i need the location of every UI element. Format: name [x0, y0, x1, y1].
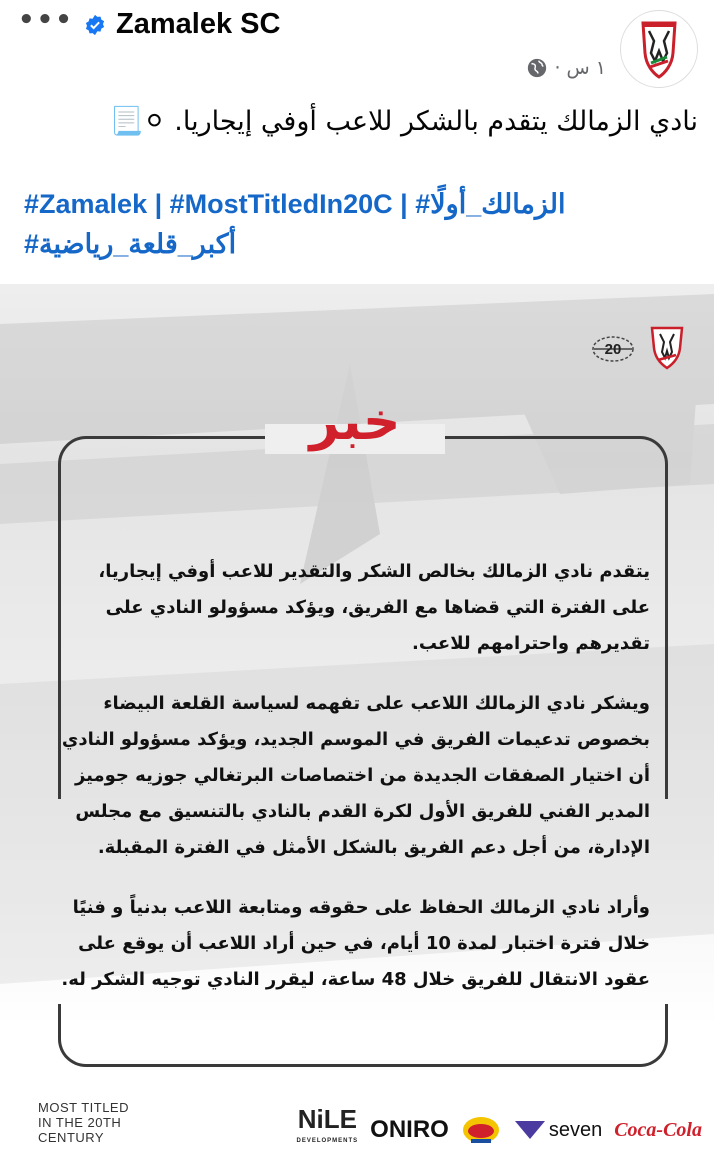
verified-badge-icon [84, 14, 106, 36]
news-paragraph: وأراد نادي الزمالك الحفاظ على حقوقه ومتابعة اللاعب بدنياً و فنيًا خلال فترة اختبار لمدة 10 أيام، في حين أراد اللاعب أن يوقع على عقود الانتقال للفريق خلال 48 ساعة، ليقرر النادي توجيه الشكر له. [61, 897, 650, 990]
page-name-link[interactable]: Zamalek SC [116, 8, 281, 40]
post-hashtags[interactable] [24, 184, 684, 264]
20th-century-badge-icon [590, 334, 636, 364]
zamalek-logo-avatar[interactable] [620, 10, 698, 88]
post-header [0, 0, 714, 90]
nile-developments-logo: NiLE DEVELOPMENTS [296, 1104, 359, 1144]
post-image[interactable] [0, 284, 714, 1157]
svg-text:20: 20 [604, 341, 622, 358]
most-titled-label: MOST TITLED IN THE 20TH CENTURY [38, 1100, 129, 1145]
news-frame-bottom [58, 1004, 668, 1067]
globe-icon [526, 57, 548, 79]
post-meta [526, 57, 606, 79]
hashtags-line-2[interactable]: #أكبر_قلعة_رياضية [24, 229, 237, 259]
news-paragraph: ويشكر نادي الزمالك اللاعب على تفهمه لسياسة القلعة البيضاء بخصوص تدعيمات الفريق في الموسم الجديد، ويؤكد مسؤولو النادي أن اختيار الصفقات الجديدة من اختصاصات البرتغالي جوزيه جوميز المدير الفني للفريق الأول لكرة القدم بالنادي بالتنسيق مع مجلس الإدارة، من أجل دعم الفريق بالشكل الأمثل في الفترة المقبلة. [61, 693, 650, 858]
more-options-icon[interactable]: ••• [18, 5, 74, 35]
zamalek-crest-icon [642, 324, 692, 374]
hashtags-line-1[interactable]: #Zamalek | #MostTitledIn20C | #الزمالك_أولًا [24, 189, 566, 219]
oniro-logo: ONIRO [370, 1116, 449, 1143]
seven-logo: seven [513, 1119, 602, 1142]
coca-cola-logo: Coca-Cola [614, 1118, 702, 1141]
news-body [60, 554, 650, 1022]
news-heading: خبر [309, 392, 401, 452]
news-paragraph: يتقدم نادي الزمالك بخالص الشكر والتقدير للاعب أوفي إيجاريا، على الفترة التي قضاها مع الفريق، ويؤكد مسؤولو النادي على تقديرهم واحترامهم للاعب. [98, 561, 650, 654]
image-footer [0, 1094, 714, 1157]
post-text: نادي الزمالك يتقدم بالشكر للاعب أوفي إيجاريا. ⚪📃 [109, 106, 698, 137]
post-time[interactable]: ١ س · [554, 57, 606, 79]
sponsor-logos [296, 1104, 702, 1152]
regina-logo [461, 1113, 501, 1147]
